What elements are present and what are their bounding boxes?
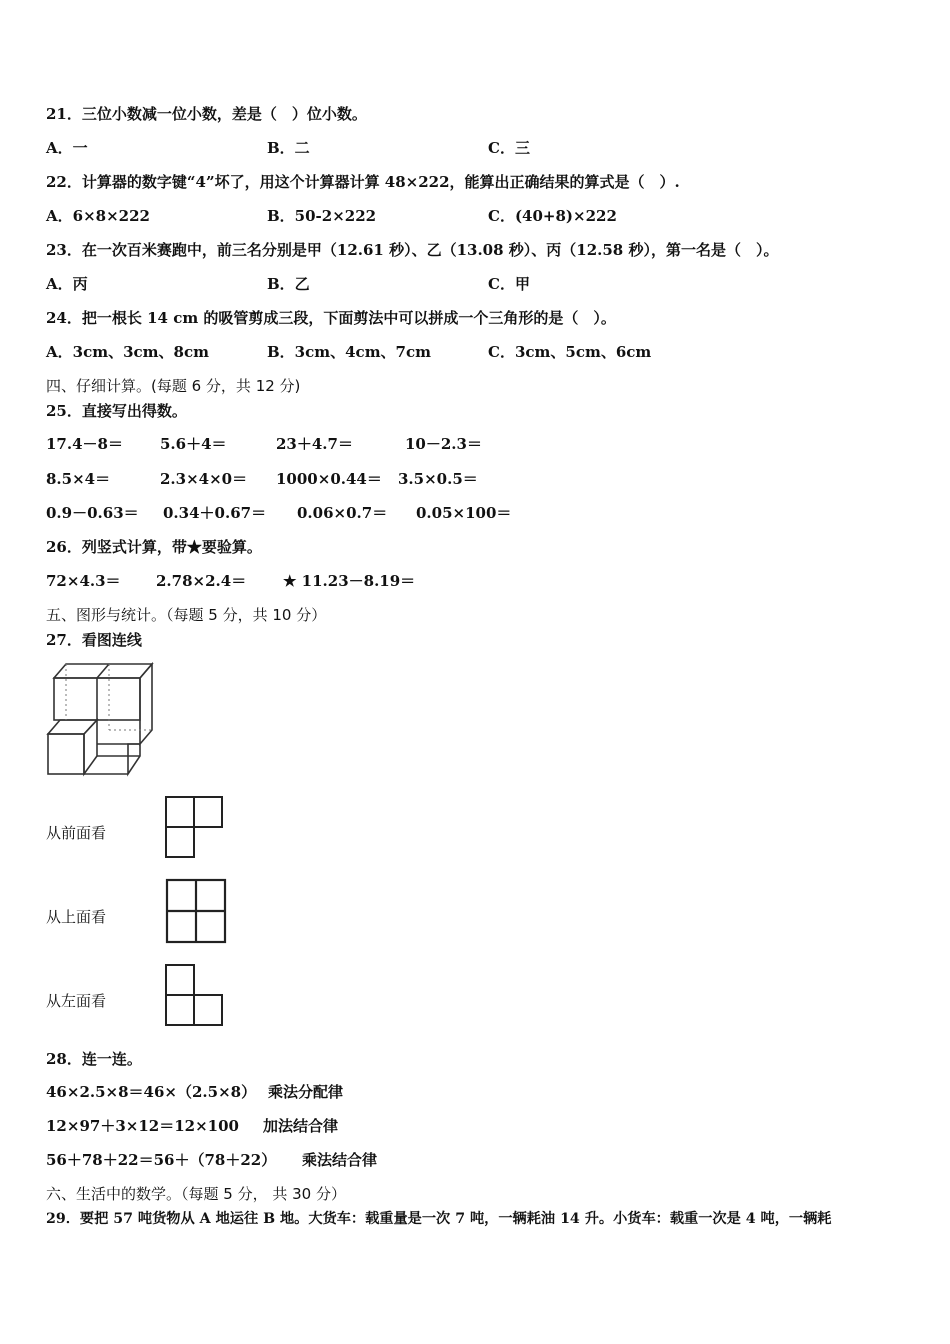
- q26-item: 72×4.3＝: [46, 572, 121, 590]
- q23-option-c: C．甲: [488, 275, 530, 293]
- q25-expr: 2.3×4×0＝: [160, 470, 248, 488]
- q25-expr: 5.6＋4＝: [160, 435, 227, 453]
- q21-option-b: B．二: [267, 139, 310, 157]
- q28-left-item: 56＋78＋22＝56＋（78＋22）: [46, 1151, 277, 1169]
- left-view-figure: [164, 962, 226, 1028]
- q21-option-a: A．一: [46, 139, 88, 157]
- q24-option-c: C．3cm、5cm、6cm: [488, 343, 652, 361]
- q21-stem: 21．三位小数减一位小数，差是（ ）位小数。: [46, 105, 367, 123]
- q24-stem: 24．把一根长 14 cm 的吸管剪成三段，下面剪法中可以拼成一个三角形的是（ ）。: [46, 309, 616, 327]
- q23-option-a: A．丙: [46, 275, 88, 293]
- q25-stem: 25．直接写出得数。: [46, 402, 187, 420]
- q25-expr: 1000×0.44＝: [276, 470, 382, 488]
- q26-item: ★ 11.23－8.19＝: [283, 572, 416, 590]
- section-6-title: 六、生活中的数学。（每题 5 分， 共 30 分）: [46, 1185, 346, 1203]
- cube-solid-figure: [44, 660, 158, 778]
- q28-stem: 28．连一连。: [46, 1050, 142, 1068]
- q28-left-item: 46×2.5×8＝46×（2.5×8）: [46, 1083, 257, 1101]
- q24-option-a: A．3cm、3cm、8cm: [46, 343, 209, 361]
- q25-expr: 17.4－8＝: [46, 435, 123, 453]
- q28-right-item: 加法结合律: [263, 1117, 339, 1135]
- section-5-title: 五、图形与统计。（每题 5 分，共 10 分）: [46, 606, 327, 624]
- q22-option-c: C．(40+8)×222: [488, 207, 617, 225]
- q28-right-item: 乘法结合律: [302, 1151, 378, 1169]
- q25-expr: 8.5×4＝: [46, 470, 111, 488]
- q25-expr: 10－2.3＝: [405, 435, 482, 453]
- q29-stem: 29．要把 57 吨货物从 A 地运往 B 地。大货车：载重量是一次 7 吨，一辆耗油 14 升。小货车：载重一次是 4 吨，一辆耗: [46, 1211, 832, 1227]
- view-label-left: 从左面看: [46, 992, 107, 1010]
- q27-stem: 27．看图连线: [46, 631, 142, 649]
- q26-stem: 26．列竖式计算，带★要验算。: [46, 538, 262, 556]
- q23-stem: 23．在一次百米赛跑中，前三名分别是甲（12.61 秒）、乙（13.08 秒）、丙（12.58 秒），第一名是（ ）。: [46, 241, 779, 259]
- q25-expr: 0.05×100＝: [416, 504, 512, 522]
- q25-expr: 3.5×0.5＝: [398, 470, 478, 488]
- view-label-top: 从上面看: [46, 908, 107, 926]
- q22-stem: 22．计算器的数字键“4”坏了，用这个计算器计算 48×222，能算出正确结果的算式是（ ）.: [46, 173, 680, 191]
- q25-expr: 0.06×0.7＝: [297, 504, 388, 522]
- q25-expr: 0.9－0.63＝: [46, 504, 139, 522]
- q25-expr: 0.34＋0.67＝: [163, 504, 267, 522]
- q21-option-c: C．三: [488, 139, 530, 157]
- section-4-title: 四、仔细计算。(每题 6 分，共 12 分): [46, 377, 301, 395]
- q22-option-a: A．6×8×222: [46, 207, 150, 225]
- q26-item: 2.78×2.4＝: [156, 572, 247, 590]
- q28-left-item: 12×97＋3×12＝12×100: [46, 1117, 239, 1135]
- q24-option-b: B．3cm、4cm、7cm: [267, 343, 432, 361]
- q22-option-b: B．50-2×222: [267, 207, 377, 225]
- q23-option-b: B．乙: [267, 275, 310, 293]
- q25-expr: 23＋4.7＝: [276, 435, 353, 453]
- q28-right-item: 乘法分配律: [268, 1083, 344, 1101]
- view-label-front: 从前面看: [46, 824, 107, 842]
- front-view-figure: [164, 794, 226, 860]
- top-view-figure: [164, 877, 228, 945]
